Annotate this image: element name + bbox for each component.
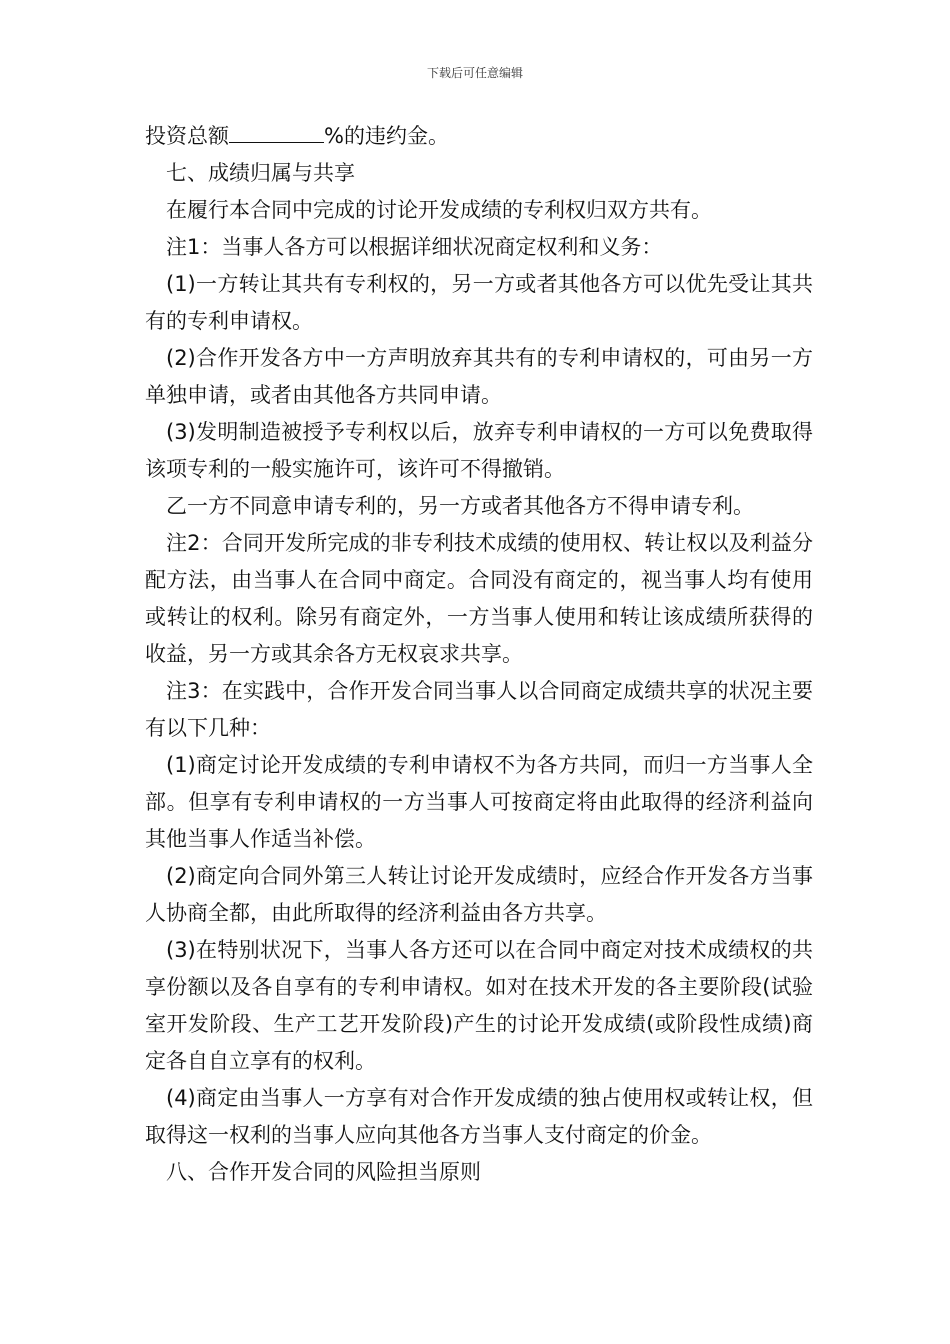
blank-line [229, 122, 324, 143]
note-2: 注2：合同开发所完成的非专利技术成绩的使用权、转让权以及利益分配方法，由当事人在合同中商定。合同没有商定的，视当事人均有使用或转让的权利。除另有商定外，一方当事人使用和转让该成绩所获得的收益，另一方或其余各方无权哀求共享。 [145, 531, 813, 666]
paragraph-penalty [145, 118, 813, 155]
document-body [145, 118, 813, 1191]
list-item: (1)一方转让其共有专利权的，另一方或者其他各方可以优先受让其共有的专利申请权。 [145, 272, 813, 333]
list-item: (2)商定向合同外第三人转让讨论开发成绩时，应经合作开发各方当事人协商全都，由此所取得的经济利益由各方共享。 [145, 864, 813, 925]
list-item: (3)在特别状况下，当事人各方还可以在合同中商定对技术成绩权的共享份额以及各自享有的专利申请权。如对在技术开发的各主要阶段(试验室开发阶段、生产工艺开发阶段)产生的讨论开发成绩(或阶段性成绩)商定各自自立享有的权利。 [145, 938, 813, 1073]
note-1: 注1：当事人各方可以根据详细状况商定权利和义务： [166, 235, 663, 259]
paragraph: 乙一方不同意申请专利的，另一方或者其他各方不得申请专利。 [166, 494, 754, 518]
paragraph: 在履行本合同中完成的讨论开发成绩的专利权归双方共有。 [166, 198, 712, 222]
page-header: 下载后可任意编辑 [426, 66, 523, 80]
paragraph-penalty-prefix: 投资总额 [145, 124, 229, 148]
note-3: 注3：在实践中，合作开发合同当事人以合同商定成绩共享的状况主要有以下几种： [145, 679, 813, 740]
paragraph-penalty-suffix: %的违约金。 [324, 124, 449, 148]
section-heading-8: 八、合作开发合同的风险担当原则 [166, 1160, 481, 1184]
section-heading-7: 七、成绩归属与共享 [166, 161, 355, 185]
list-item: (1)商定讨论开发成绩的专利申请权不为各方共同，而归一方当事人全部。但享有专利申请权的一方当事人可按商定将由此取得的经济利益向其他当事人作适当补偿。 [145, 753, 813, 851]
list-item: (2)合作开发各方中一方声明放弃其共有的专利申请权的，可由另一方单独申请，或者由其他各方共同申请。 [145, 346, 813, 407]
list-item: (3)发明制造被授予专利权以后，放弃专利申请权的一方可以免费取得该项专利的一般实施许可，该许可不得撤销。 [145, 420, 813, 481]
list-item: (4)商定由当事人一方享有对合作开发成绩的独占使用权或转让权，但取得这一权利的当事人应向其他各方当事人支付商定的价金。 [145, 1086, 813, 1147]
